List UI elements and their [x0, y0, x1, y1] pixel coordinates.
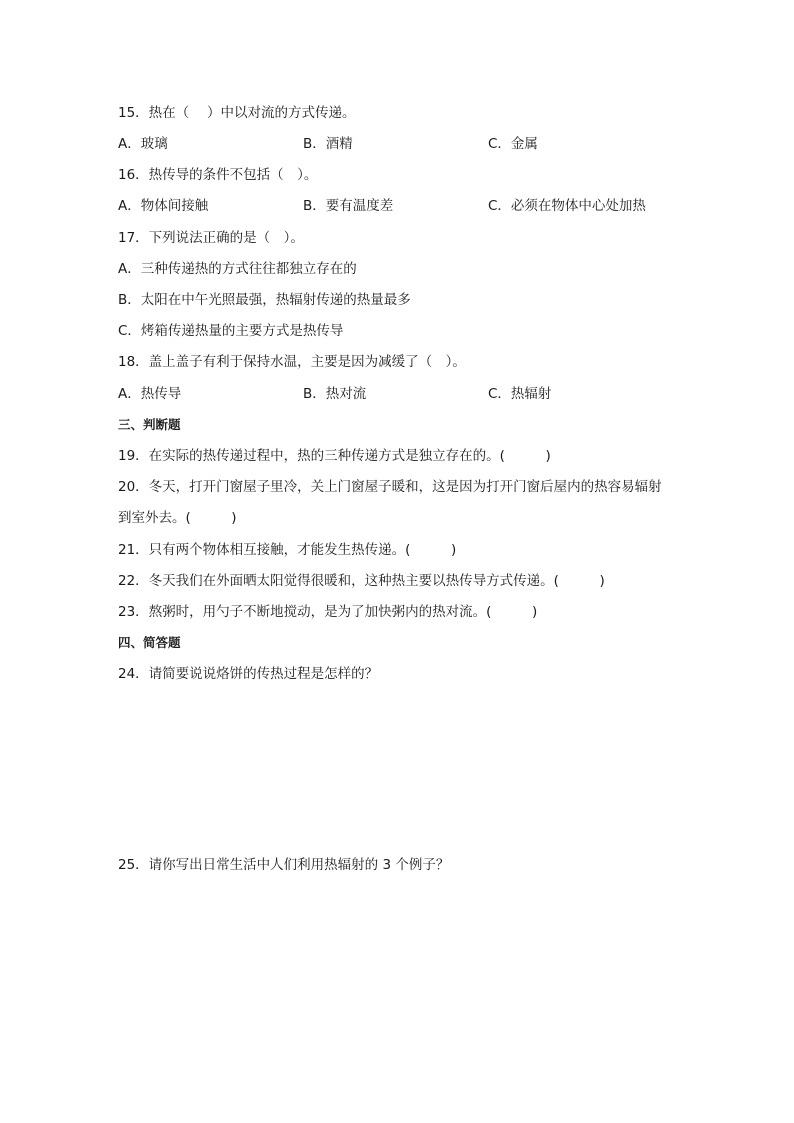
question-25: 25．请你写出日常生活中人们利用热辐射的 3 个例子？: [118, 857, 450, 873]
question-22: 22．冬天我们在外面晒太阳觉得很暖和，这种热主要以热传导方式传递。( ): [118, 573, 605, 589]
question-17-option-b: B．太阳在中午光照最强，热辐射传递的热量最多: [118, 292, 411, 308]
question-24: 24．请简要说说烙饼的传热过程是怎样的？: [118, 666, 379, 682]
question-17-option-c: C．烤箱传递热量的主要方式是热传导: [118, 323, 344, 339]
question-16-option-c: C．必须在物体中心处加热: [488, 198, 646, 214]
question-21: 21．只有两个物体相互接触，才能发生热传递。( ): [118, 542, 457, 558]
question-20-line-1: 20．冬天，打开门窗屋子里冷，关上门窗屋子暖和，这是因为打开门窗后屋内的热容易辐射: [118, 479, 662, 495]
question-15-option-c: C．金属: [488, 136, 538, 152]
section-title-short-answer: 四、简答题: [118, 635, 181, 650]
section-title-judgement: 三、判断题: [118, 417, 181, 432]
question-16-stem: 16．热传导的条件不包括（ ）。: [118, 167, 318, 183]
question-18-option-b: B．热对流: [303, 386, 367, 402]
answer-space-25[interactable]: [118, 882, 678, 1062]
question-15-option-a: A．玻璃: [118, 136, 168, 152]
question-16-option-b: B．要有温度差: [303, 198, 394, 214]
question-20-line-2: 到室外去。( ): [118, 510, 237, 526]
question-19: 19．在实际的热传递过程中，热的三种传递方式是独立存在的。( ): [118, 448, 551, 464]
question-18-stem: 18．盖上盖子有利于保持水温，主要是因为减缓了（ ）。: [118, 354, 466, 370]
question-15-option-b: B．酒精: [303, 136, 353, 152]
question-18-option-c: C．热辐射: [488, 386, 552, 402]
question-18-option-a: A．热传导: [118, 386, 182, 402]
question-23: 23．熬粥时，用勺子不断地搅动，是为了加快粥内的热对流。( ): [118, 604, 538, 620]
answer-space-24[interactable]: [118, 690, 678, 850]
question-17-stem: 17．下列说法正确的是（ ）。: [118, 230, 304, 246]
question-17-option-a: A．三种传递热的方式往往都独立存在的: [118, 261, 357, 277]
question-15-stem: 15．热在（ ）中以对流的方式传递。: [118, 105, 356, 121]
question-16-option-a: A．物体间接触: [118, 198, 209, 214]
